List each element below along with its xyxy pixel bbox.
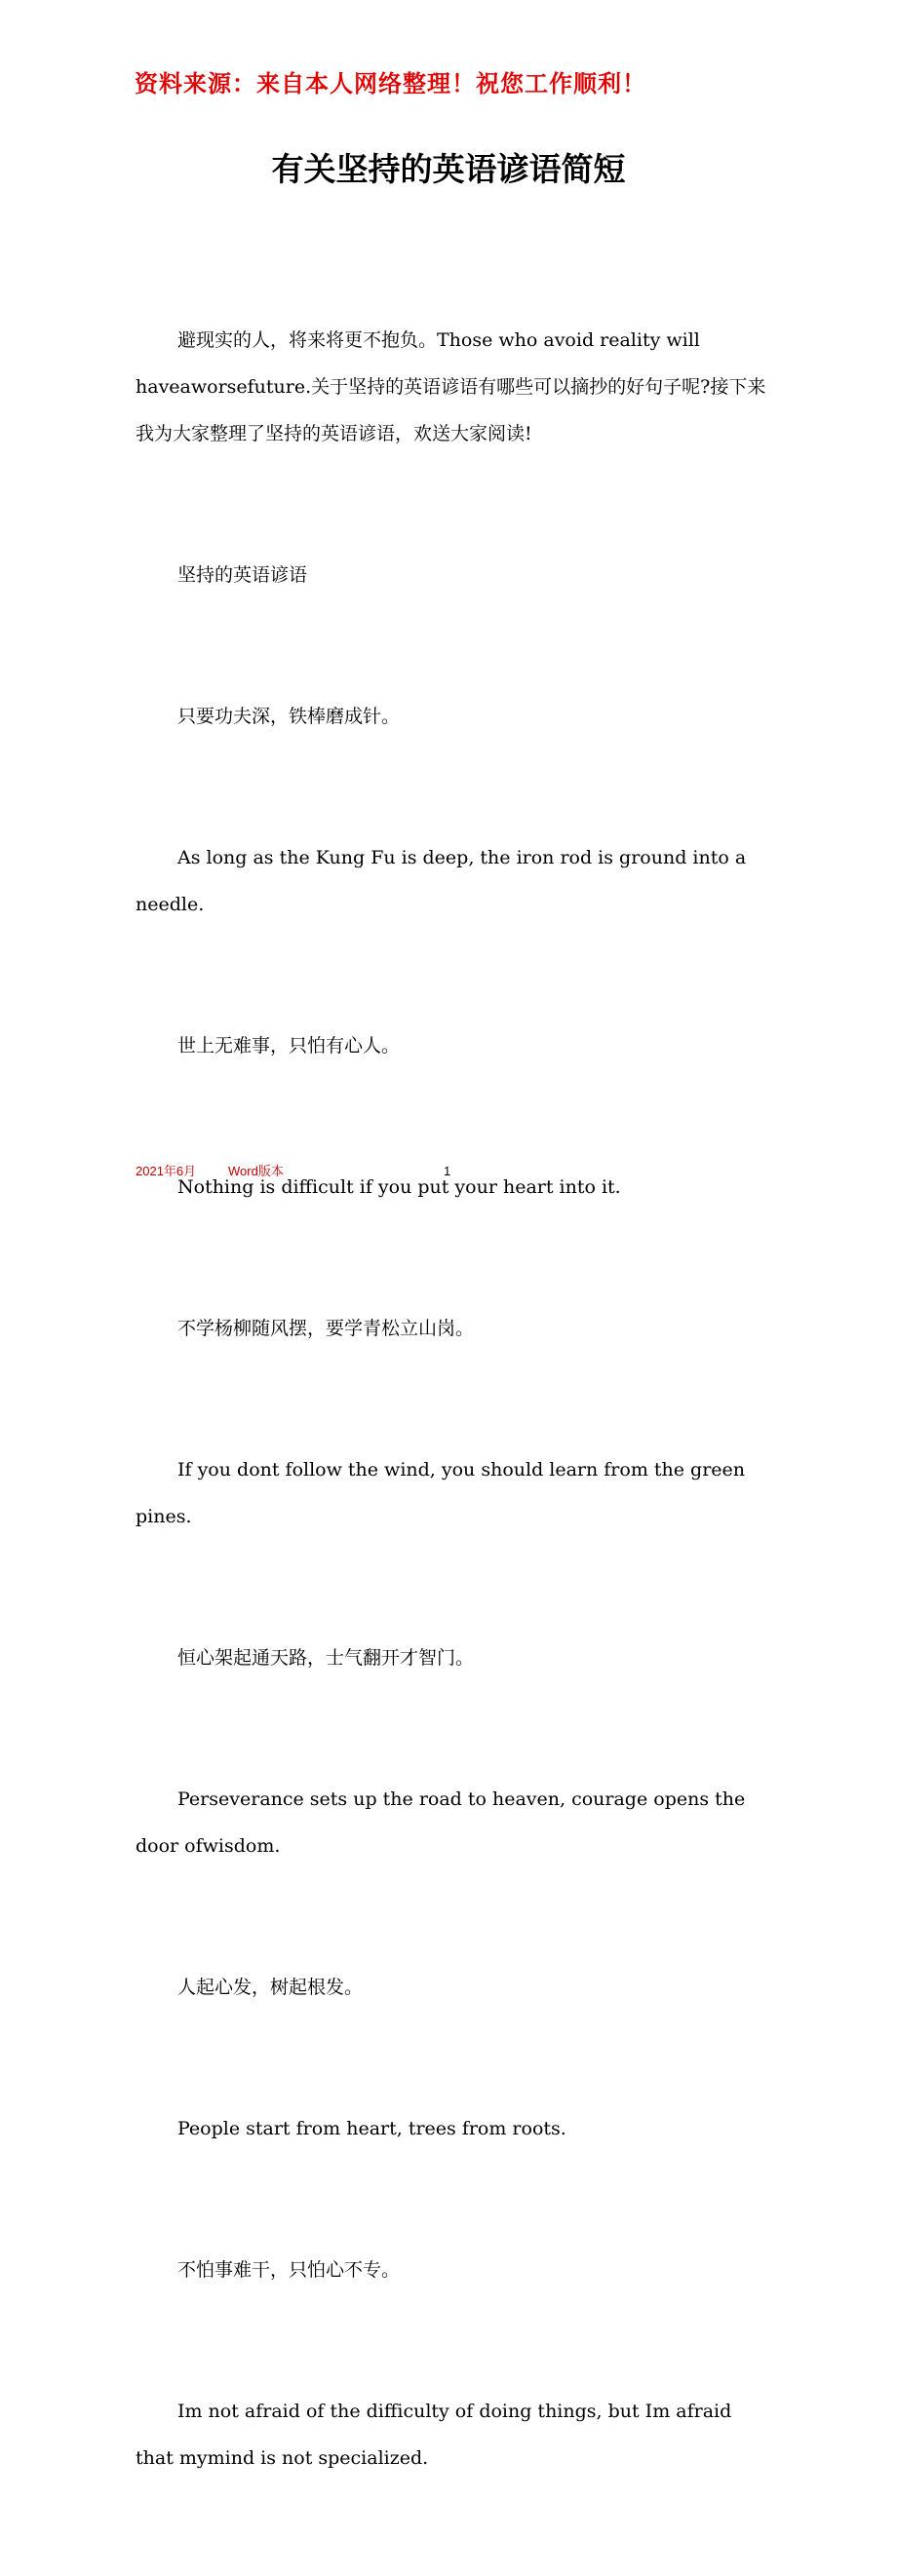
proverb-english: Nothing is difficult if you put your heart into it. [177, 1175, 621, 1198]
proverb-english: Perseverance sets up the road to heaven, courage opens the door ofwisdom. [136, 1788, 752, 1858]
section-heading: 坚持的英语谚语 [177, 564, 308, 587]
proverb-chinese: 世上无难事，只怕有心人。 [177, 1035, 401, 1057]
source-banner: 资料来源：来自本人网络整理！祝您工作顺利！ [135, 70, 646, 97]
proverb-english: People start from heart, trees from roots. [177, 2117, 566, 2139]
proverb-chinese: 不怕事难干，只怕心不专。 [177, 2258, 401, 2281]
intro-paragraph: 避现实的人，将来将更不抱负。Those who avoid reality will haveaworsefuture.关于坚持的英语谚语有哪些可以摘抄的好句子呢?接下来我为大家整理了坚持的英语谚语，欢送大家阅读! [136, 328, 766, 445]
footer-version: Word版本 [228, 1164, 284, 1178]
proverb-chinese: 只要功夫深，铁棒磨成针。 [177, 705, 401, 727]
proverb-english: As long as the Kung Fu is deep, the iron rod is ground into a needle. [136, 846, 753, 916]
proverb-chinese: 恒心架起通天路，士气翻开才智门。 [177, 1646, 475, 1669]
document-title: 有关坚持的英语谚语简短 [271, 150, 626, 188]
document-body [136, 222, 767, 2576]
footer-date: 2021年6月 [136, 1164, 197, 1178]
proverb-chinese: 不学杨柳随风摆，要学青松立山岗。 [177, 1317, 475, 1339]
proverb-english: Im not afraid of the difficulty of doing things, but Im afraid that mymind is not specialized. [136, 2400, 738, 2469]
proverb-chinese: 人起心发，树起根发。 [177, 1976, 364, 1998]
proverb-english: If you dont follow the wind, you should learn from the green pines. [136, 1458, 752, 1528]
page-number: 1 [444, 1164, 451, 1178]
